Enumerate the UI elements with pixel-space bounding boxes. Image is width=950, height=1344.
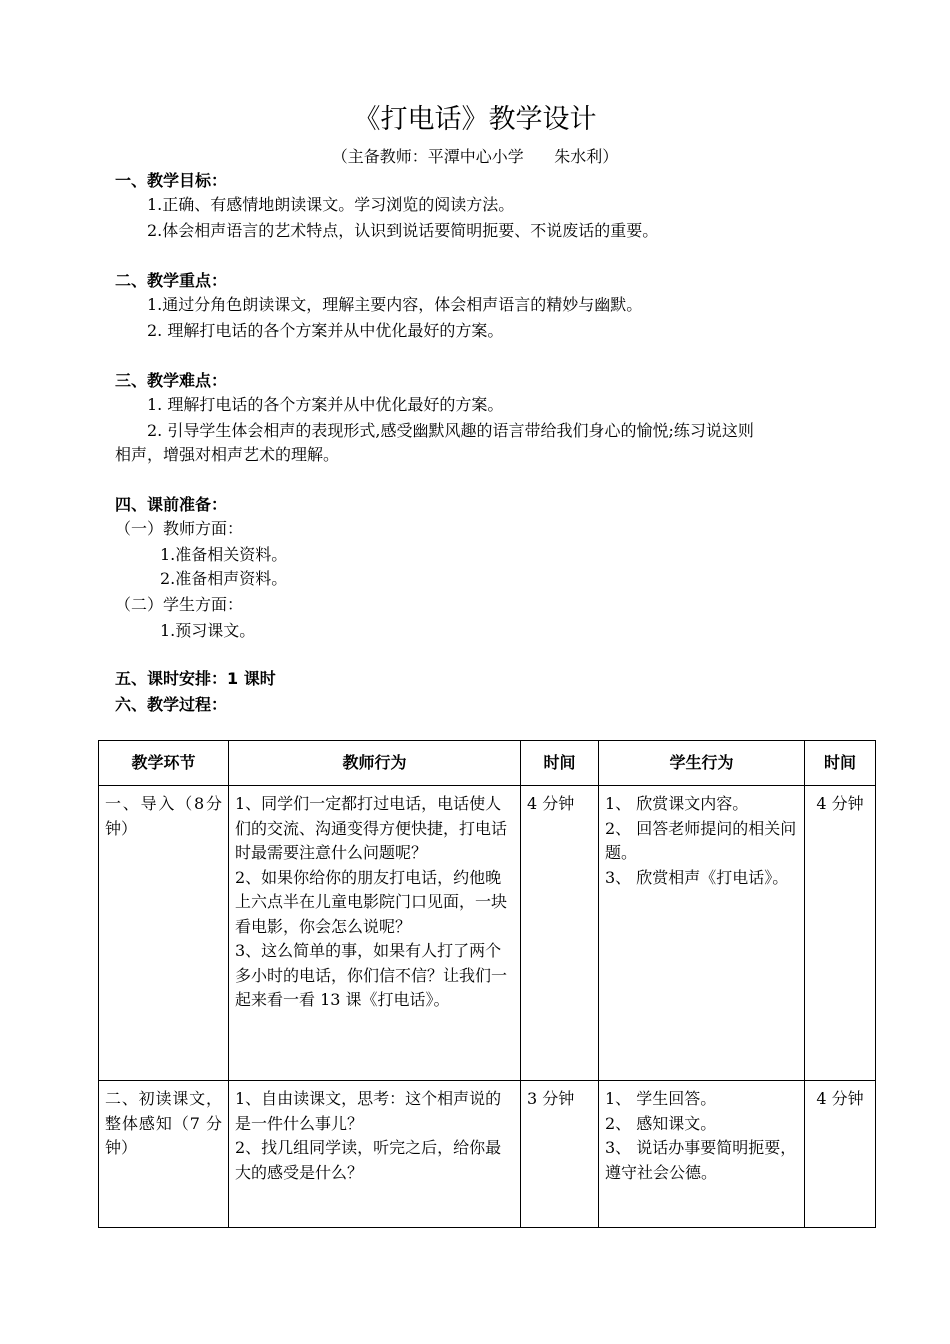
goals-heading: 一、教学目标： <box>115 171 228 190</box>
document-subtitle: （主备教师：平潭中心小学 朱水利） <box>331 147 619 166</box>
teacher-line: 1、自由读课文，思考：这个相声说的是一件什么事儿？ <box>235 1089 502 1133</box>
difficulty-item-2: 2. 引导学生体会相声的表现形式,感受幽默风趣的语言带给我们身心的愉悦;练习说这则 <box>147 421 754 440</box>
header-time: 时间 <box>521 741 599 786</box>
prep-teacher-item-1: 1.准备相关资料。 <box>160 545 288 564</box>
schedule-line: 五、课时安排：1 课时 <box>115 669 276 688</box>
goals-item-2: 2.体会相声语言的艺术特点，认识到说话要简明扼要、不说废话的重要。 <box>147 221 659 240</box>
process-heading: 六、教学过程： <box>115 695 228 714</box>
document-title: 《打电话》教学设计 <box>353 104 597 135</box>
prep-teacher-label: （一）教师方面： <box>115 519 244 538</box>
teacher-cell <box>229 786 521 1081</box>
header-stage: 教学环节 <box>99 741 229 786</box>
difficulty-item-1: 1. 理解打电话的各个方案并从中优化最好的方案。 <box>147 395 504 414</box>
teacher-line: 2、如果你给你的朋友打电话，约他晚上六点半在儿童电影院门口见面，一块看电影，你会怎么说呢？ <box>235 867 508 936</box>
goals-item-1: 1.正确、有感情地朗读课文。学习浏览的阅读方法。 <box>147 195 515 214</box>
prep-student-item-1: 1.预习课文。 <box>160 621 256 640</box>
student-line: 1、 学生回答。 <box>605 1089 717 1108</box>
stage-cell: 一、导入（8分钟） <box>99 786 229 1081</box>
focus-item-2: 2. 理解打电话的各个方案并从中优化最好的方案。 <box>147 321 504 340</box>
student-cell <box>599 1081 805 1228</box>
prep-student-label: （二）学生方面： <box>115 595 244 614</box>
prep-heading: 四、课前准备： <box>115 495 228 514</box>
student-cell <box>599 786 805 1081</box>
student-line: 3、 欣赏相声《打电话》。 <box>605 867 789 887</box>
focus-heading: 二、教学重点： <box>115 271 228 290</box>
student-time-cell: 4 分钟 <box>805 786 876 1081</box>
teacher-cell <box>229 1081 521 1228</box>
student-line: 2、 感知课文。 <box>605 1113 717 1133</box>
teacher-line: 1、同学们一定都打过电话，电话使人们的交流、沟通变得方便快捷，打电话时最需要注意什么问题呢？ <box>235 794 508 862</box>
table-header-row <box>99 741 876 786</box>
student-line: 2、 回答老师提问的相关问题。 <box>605 818 797 862</box>
header-time-2: 时间 <box>805 741 876 786</box>
lesson-process-table <box>98 740 876 1228</box>
difficulty-heading: 三、教学难点： <box>115 371 228 390</box>
table-row <box>99 786 876 1081</box>
focus-item-1: 1.通过分角色朗读课文，理解主要内容，体会相声语言的精妙与幽默。 <box>147 295 643 314</box>
teacher-time-cell: 4 分钟 <box>521 786 599 1081</box>
student-time-cell: 4 分钟 <box>805 1081 876 1228</box>
student-line: 3、 说话办事要简明扼要，遵守社会公德。 <box>605 1138 797 1182</box>
table-row <box>99 1081 876 1228</box>
teacher-time-cell: 3 分钟 <box>521 1081 599 1228</box>
header-teacher: 教师行为 <box>229 741 521 786</box>
prep-teacher-item-2: 2.准备相声资料。 <box>160 569 288 588</box>
teacher-line: 3、这么简单的事，如果有人打了两个多小时的电话，你们信不信？让我们一起来看一看 13 课《打电话》。 <box>235 941 508 1009</box>
stage-cell: 二、初读课文，整体感知（7 分钟） <box>99 1081 229 1228</box>
teacher-line: 2、找几组同学读，听完之后，给你最大的感受是什么？ <box>235 1138 502 1182</box>
header-student: 学生行为 <box>599 741 805 786</box>
student-line: 1、 欣赏课文内容。 <box>605 794 749 813</box>
difficulty-item-2-cont: 相声，增强对相声艺术的理解。 <box>115 445 340 464</box>
